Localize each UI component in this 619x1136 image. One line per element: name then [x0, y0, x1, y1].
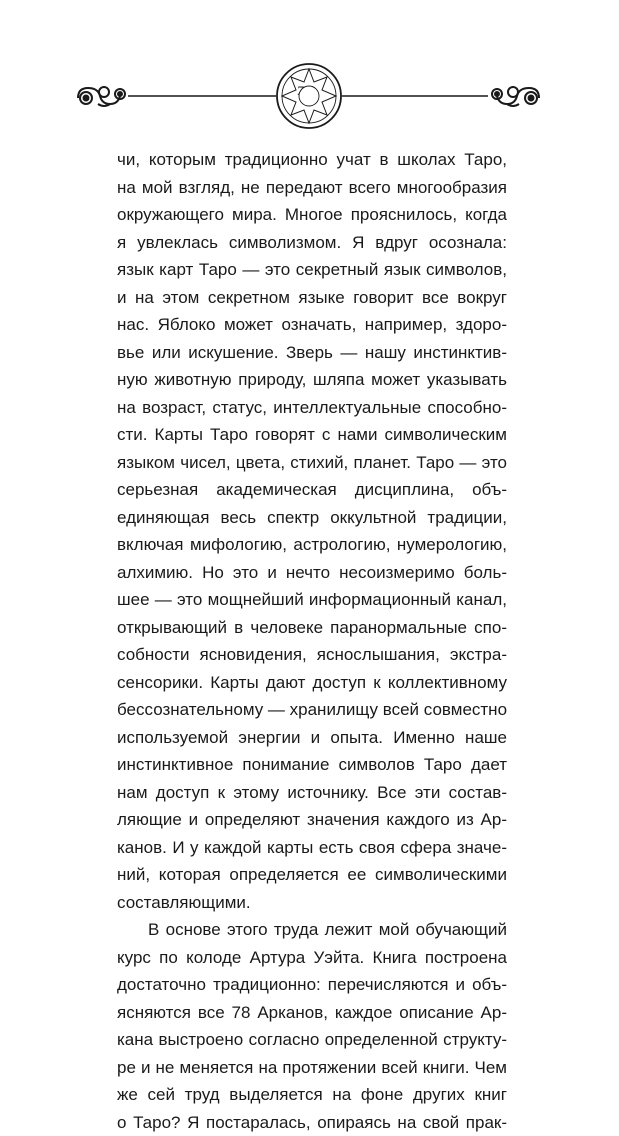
text-line: ляющие и определяют значения каждого из Ар- [117, 806, 507, 834]
text-line: чи, которым традиционно учат в школах Таро, [117, 146, 507, 174]
text-line: вье или искушение. Зверь — нашу инстинктив- [117, 339, 507, 367]
text-line: используемой энергии и опыта. Именно наше [117, 724, 507, 752]
text-line: ре и не меняется на протяжении всей книги. Чем [117, 1054, 507, 1082]
text-line: собности ясновидения, яснослышания, экстра- [117, 641, 507, 669]
text-line: окружающего мира. Многое прояснилось, когда [117, 201, 507, 229]
text-line: шее — это мощнейший информационный канал, [117, 586, 507, 614]
text-line: кана выстроено согласно определенной структу- [117, 1026, 507, 1054]
text-line: сти. Карты Таро говорят с нами символическим [117, 421, 507, 449]
text-line: ний, которая определяется ее символическими [117, 861, 507, 889]
text-line: курс по колоде Артура Уэйта. Книга построена [117, 944, 507, 972]
text-line: язык карт Таро — это секретный язык символов, [117, 256, 507, 284]
text-line: я увлеклась символизмом. Я вдруг осознала: [117, 229, 507, 257]
text-line: инстинктивное понимание символов Таро дает [117, 751, 507, 779]
left-flourish-icon [78, 87, 125, 106]
text-line: алхимию. Но это и нечто несоизмеримо боль- [117, 559, 507, 587]
text-line: же сей труд выделяется на фоне других книг [117, 1081, 507, 1109]
text-line: сенсорики. Карты дают доступ к коллективному [117, 669, 507, 697]
text-line: на возраст, статус, интеллектуальные способно- [117, 394, 507, 422]
header-ornament [0, 60, 619, 140]
text-line: бессознательному — хранилищу всей совместно [117, 696, 507, 724]
text-line: о Таро? Я постаралась, опираясь на свой прак- [117, 1109, 507, 1136]
right-flourish-icon [492, 87, 539, 106]
text-line: нам доступ к этому источнику. Все эти состав- [117, 779, 507, 807]
text-line: канов. И у каждой карты есть своя сфера значе- [117, 834, 507, 862]
text-line: ную животную природу, шляпа может указывать [117, 366, 507, 394]
page-number: 7 [280, 83, 320, 99]
text-line: на мой взгляд, не передают всего многообразия [117, 174, 507, 202]
text-line: нас. Яблоко может означать, например, здоро- [117, 311, 507, 339]
text-line: открывающий в человеке паранормальные спо- [117, 614, 507, 642]
text-line: языком чисел, цвета, стихий, планет. Таро — это [117, 449, 507, 477]
text-line: ясняются все 78 Арканов, каждое описание Ар- [117, 999, 507, 1027]
body-text [117, 146, 507, 1136]
text-line: единяющая весь спектр оккультной традиции, [117, 504, 507, 532]
text-line: и на этом секретном языке говорит все вокруг [117, 284, 507, 312]
text-line: серьезная академическая дисциплина, объ- [117, 476, 507, 504]
text-line: достаточно традиционно: перечисляются и объ- [117, 971, 507, 999]
text-line: В основе этого труда лежит мой обучающий [117, 916, 507, 944]
text-line: составляющими. [117, 889, 507, 917]
text-line: включая мифологию, астрологию, нумерологию, [117, 531, 507, 559]
